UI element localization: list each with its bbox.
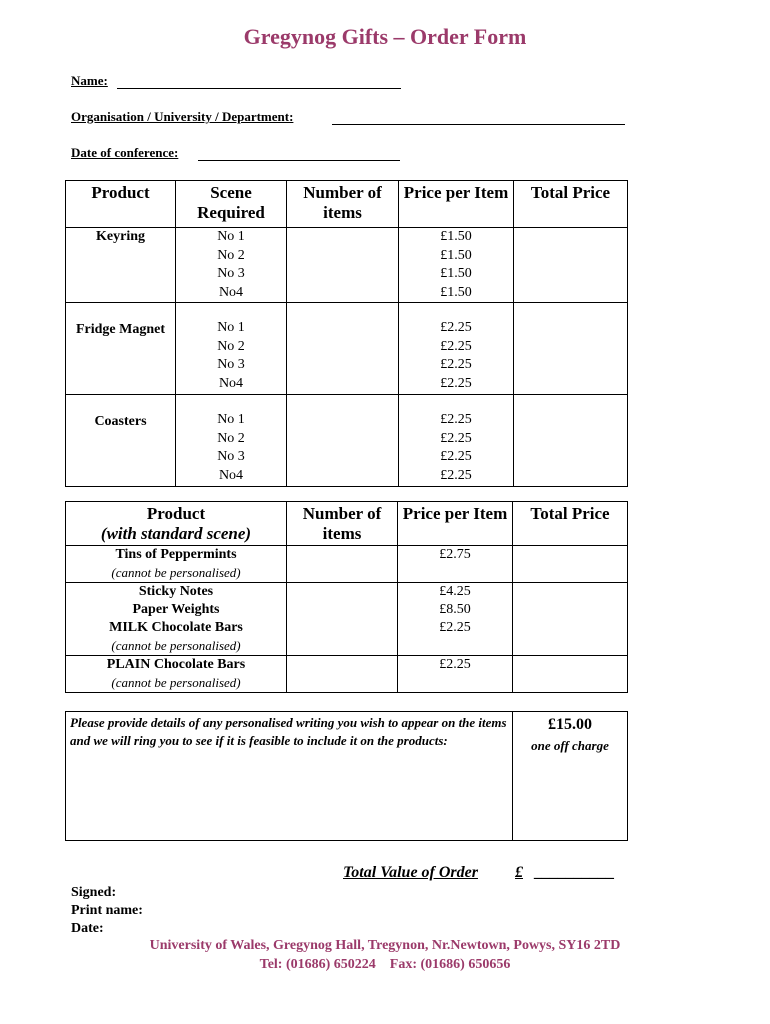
header-price: Price per Item [399,181,514,228]
keyring-total-field[interactable] [514,228,628,303]
print-name-label: Print name: [71,903,143,918]
standard-products-table [65,501,628,693]
header-product: Product [66,181,176,228]
plain-chocolate-quantity-field[interactable] [287,656,398,693]
product-plain-chocolate: PLAIN Chocolate Bars [106,657,246,672]
product-peppermints: Tins of Peppermints [115,547,237,562]
fridge-magnet-total-field[interactable] [514,303,628,395]
peppermints-quantity-field[interactable] [287,546,398,583]
scene-products-table [65,180,628,487]
form-title: Gregynog Gifts – Order Form [243,24,527,49]
fridge-magnet-prices: £2.25 £2.25 £2.25 £2.25 [440,320,472,391]
header-total: Total Price [514,181,628,228]
header-price-standard: Price per Item [398,502,513,546]
table-row [66,656,628,693]
charge-amount: £15.00 [548,716,592,733]
header-product-standard: Product (with standard scene) [66,502,287,546]
paper-weights-price: £8.50 [439,602,471,617]
coasters-total-field[interactable] [514,395,628,487]
conference-date-field[interactable] [198,160,400,161]
header-number-standard: Number of items [287,502,398,546]
product-keyring: Keyring [96,229,145,244]
date-label: Date: [71,921,104,936]
fridge-magnet-quantity-field[interactable] [287,303,399,395]
name-field[interactable] [117,88,401,89]
coasters-prices: £2.25 £2.25 £2.25 £2.25 [440,412,472,483]
keyring-quantity-field[interactable] [287,228,399,303]
header-total-standard: Total Price [513,502,628,546]
table-row [66,583,628,656]
keyring-scenes: No 1 No 2 No 3 No4 [217,229,245,300]
product-sticky-notes: Sticky Notes [138,584,214,599]
table-row [66,546,628,583]
plain-chocolate-price: £2.25 [439,657,471,672]
product-coasters: Coasters [94,414,147,429]
charge-label: one off charge [531,738,609,753]
product-paper-weights: Paper Weights [132,602,220,617]
sticky-notes-price: £4.25 [439,584,471,599]
product-fridge-magnet: Fridge Magnet [75,322,166,337]
header-number: Number of items [287,181,399,228]
table-row [66,303,628,395]
keyring-prices: £1.50 £1.50 £1.50 £1.50 [440,229,472,300]
personalisation-box [65,711,628,841]
one-off-charge-cell [513,712,628,841]
coasters-scenes: No 1 No 2 No 3 No4 [217,412,245,483]
table-row [66,228,628,303]
total-label: Total Value of Order [343,864,478,881]
organisation-field[interactable] [332,124,625,125]
organisation-label: Organisation / University / Department: [71,109,294,124]
sticky-notes-quantity-field[interactable] [287,583,398,656]
not-personalised-note: (cannot be personalised) [111,638,241,653]
table-row [66,395,628,487]
total-value-field[interactable]: __________ [535,864,615,881]
plain-chocolate-total-field[interactable] [513,656,628,693]
footer-contact [0,955,770,974]
header-scene: Scene Required [176,181,287,228]
name-label: Name: [71,73,108,88]
fridge-magnet-scenes: No 1 No 2 No 3 No4 [217,320,245,391]
sticky-notes-total-field[interactable] [513,583,628,656]
conference-date-label: Date of conference: [71,145,179,160]
footer-address: University of Wales, Gregynog Hall, Tregynon, Nr.Newtown, Powys, SY16 2TD [149,938,621,953]
personalisation-notes-field[interactable] [66,712,513,841]
footer-fax: Fax: (01686) 650656 [389,957,511,972]
peppermints-total-field[interactable] [513,546,628,583]
milk-chocolate-price: £2.25 [439,620,471,635]
not-personalised-note: (cannot be personalised) [111,565,241,580]
footer-phone: Tel: (01686) 650224 [259,957,376,972]
not-personalised-note: (cannot be personalised) [111,675,241,690]
total-currency: £ [515,864,523,881]
peppermints-price: £2.75 [439,547,471,562]
product-milk-chocolate: MILK Chocolate Bars [109,620,243,635]
signed-label: Signed: [71,885,117,900]
coasters-quantity-field[interactable] [287,395,399,487]
personalisation-instructions: Please provide details of any personalised writing you wish to appear on the items and we will ring you to see if it is feasible to include it on the products: [70,715,507,748]
